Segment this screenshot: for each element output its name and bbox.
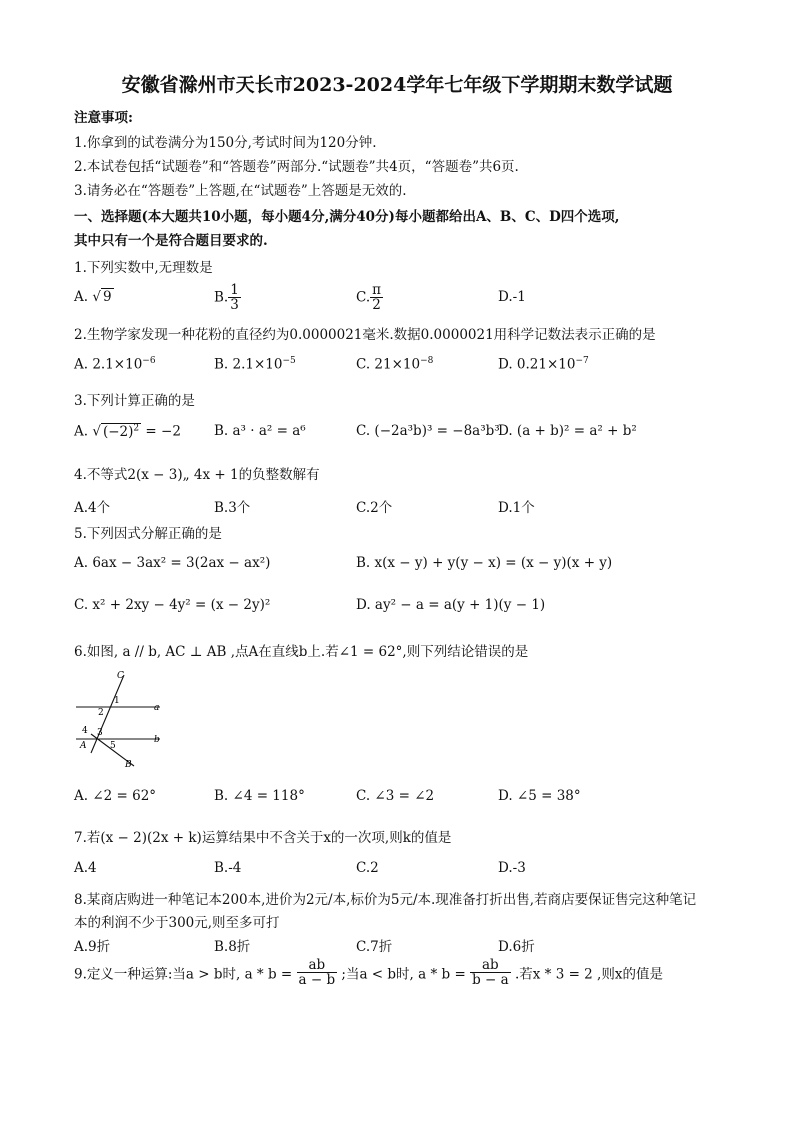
label-A: A [80,741,87,751]
label-B: B [125,760,132,770]
label-angle-4: 4 [82,726,88,736]
q9-part-3: .若x * 3 = 2 ,则x的值是 [514,966,663,983]
q5-option-a: A. 6ax − 3ax² = 3(2ax − ax²) [74,555,271,571]
q8-option-c: C.7折 [356,939,393,955]
q8-stem: 8.某商店购进一种笔记本200本,进价为2元/本,标价为5元/本.现准备打折出售,若商店要保证售完这种笔记 [74,892,697,908]
q6-stem: 6.如图, a // b, AC ⊥ AB ,点A在直线b上.若∠1 = 62°,则下列结论错误的是 [74,644,529,660]
label-angle-1: 1 [114,696,120,706]
q6-option-b: B. ∠4 = 118° [214,788,305,804]
q6-option-c: C. ∠3 = ∠2 [356,788,435,804]
line-ac [91,675,124,753]
q4-option-c: C.2个 [356,500,393,516]
q6-option-d: D. ∠5 = 38° [498,788,581,804]
notice-item-1: 1.你拿到的试卷满分为150分,考试时间为120分钟. [74,135,377,151]
q4-stem: 4.不等式2(x − 3)„ 4x + 1的负整数解有 [74,467,320,483]
q4-option-b: B.3个 [214,500,251,516]
label-a: a [154,703,160,713]
q7-option-c: C.2 [356,860,379,876]
q9-part-1: 9.定义一种运算:当a > b时, a * b = [74,966,293,983]
q9-fraction-1: $\frac{ab}{a - b}$ [298,957,336,989]
section-1-heading-cont: 其中只有一个是符合题目要求的. [74,233,268,249]
q6-figure [74,670,174,770]
q6-option-a: A. ∠2 = 62° [74,788,157,804]
q2-option-c: C. $21\times 10^{-8}$ [356,356,434,373]
q8-stem-cont: 本的利润不少于300元,则至多可打 [74,915,280,931]
q7-option-a: A.4 [74,860,97,876]
q5-stem: 5.下列因式分解正确的是 [74,526,222,542]
label-c: C [117,671,124,681]
q3-stem: 3.下列计算正确的是 [74,393,195,409]
q9-stem [74,958,663,987]
q4-option-d: D.1个 [498,500,535,516]
q4-option-a: A.4个 [74,500,111,516]
q1-option-c: C. $\frac{\pi}{2}$ [356,282,382,314]
q1-option-d: D.-1 [498,289,526,305]
q8-option-a: A.9折 [74,939,111,955]
q3-option-a: A. √ $(-2)^2 = -2$ [74,423,181,440]
q8-option-d: D.6折 [498,939,535,955]
q2-stem: 2.生物学家发现一种花粉的直径约为0.0000021毫米.数据0.0000021用科学记数法表示正确的是 [74,327,656,343]
label-b: b [154,735,160,745]
q7-option-b: B.-4 [214,860,242,876]
q2-option-a: A. $2.1\times 10^{-6}$ [74,356,156,373]
q1-stem: 1.下列实数中,无理数是 [74,260,213,276]
label-angle-5: 5 [110,741,116,751]
q5-option-c: C. x² + 2xy − 4y² = (x − 2y)² [74,597,271,613]
q1-option-b: B. $\frac{1}{3}$ [214,282,239,314]
q5-option-b: B. x(x − y) + y(y − x) = (x − y)(x + y) [356,555,613,571]
q2-option-d: D. $0.21\times 10^{-7}$ [498,356,589,373]
q3-option-d: D. (a + b)² = a² + b² [498,423,637,439]
page-title: 安徽省滁州市天长市2023-2024学年七年级下学期期末数学试题 [121,74,673,96]
q7-option-d: D.-3 [498,860,526,876]
q9-part-2: ;当a < b时, a * b = [341,966,466,983]
notice-heading: 注意事项: [74,110,133,126]
q1-option-a: A. √ 9 [74,289,112,305]
label-angle-3: 3 [97,728,103,738]
q3-option-c: C. (−2a³b)³ = −8a³b³ [356,423,500,439]
notice-item-3: 3.请务必在“答题卷”上答题,在“试题卷”上答题是无效的. [74,183,407,199]
q3-option-b: B. a³ · a² = a⁶ [214,423,306,439]
q8-option-b: B.8折 [214,939,251,955]
q2-option-b: B. $2.1\times 10^{-5}$ [214,356,296,373]
section-1-heading: 一、选择题(本大题共10小题，每小题4分,满分40分)每小题都给出A、B、C、D四个选项, [74,209,620,225]
q5-option-d: D. ay² − a = a(y + 1)(y − 1) [356,597,546,613]
q9-fraction-2: $\frac{ab}{b - a}$ [472,957,509,989]
notice-item-2: 2.本试卷包括“试题卷”和“答题卷”两部分.“试题卷”共4页，“答题卷”共6页. [74,159,519,175]
label-angle-2: 2 [98,708,104,718]
q7-stem: 7.若(x − 2)(2x + k)运算结果中不含关于x的一次项,则k的值是 [74,830,452,846]
